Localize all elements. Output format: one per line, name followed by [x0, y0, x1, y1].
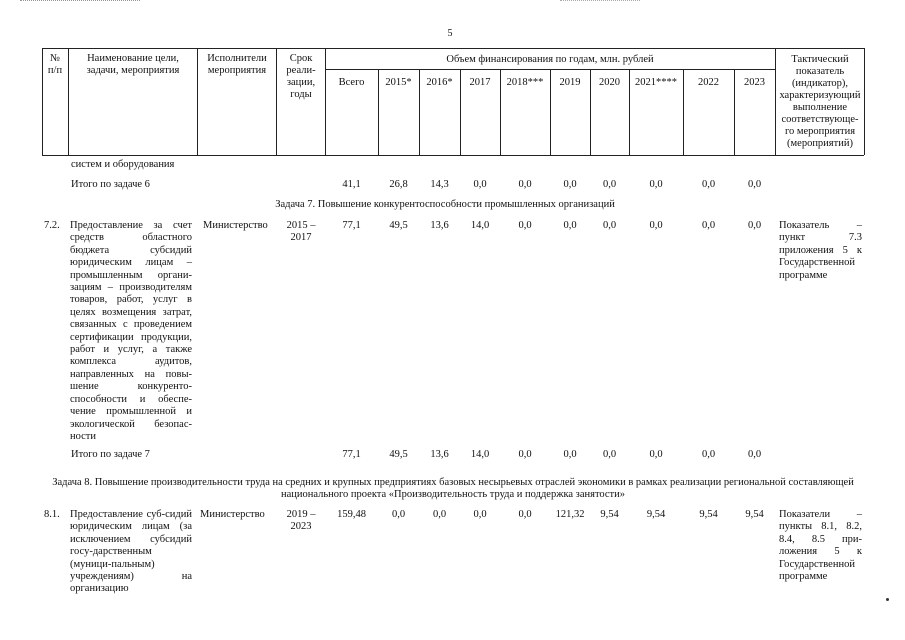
value-cell: 0,0: [432, 509, 447, 520]
task8-title-line1: Задача 8. Повышение производительности труда на средних и крупных предприятиях базовых несырьевых отраслей экономики в рамках реализации региональной составляющей: [52, 477, 854, 488]
value-cell: 0,0: [747, 220, 762, 231]
scan-edge-artifact: [0, 0, 905, 6]
value-cell: 9,54: [699, 509, 718, 520]
row-7-2-name: Предоставление за счет средств областного бюджета субсидий юридическим лицам – промышленным органи-зациям – производителям товаров, работ, услуг в целях возмещения затрат, связанных с проведением сертификации продукции, работ и услуг, а также комплекса аудитов, направленных на повы-шение конкуренто-способности и обеспе-чение промышленной и экологической безопас-ности: [70, 220, 192, 442]
value-cell: 0,0: [747, 179, 762, 190]
value-cell: 9,54: [745, 509, 764, 520]
value-cell: 14,3: [430, 179, 449, 190]
task7-title: Задача 7. Повышение конкурентоспособности промышленных организаций: [275, 199, 615, 210]
value-cell: 0,0: [563, 179, 577, 190]
value-cell: 0,0: [649, 449, 663, 460]
header-year: 2020: [599, 77, 620, 88]
value-cell: 14,0: [470, 449, 490, 460]
row-7-2-number: 7.2.: [44, 220, 60, 231]
value-cell: 0,0: [563, 449, 577, 460]
header-year: 2016*: [426, 77, 453, 88]
row-8-1-number: 8.1.: [44, 509, 60, 520]
value-cell: 0,0: [473, 179, 487, 190]
value-cell: 77,1: [342, 449, 361, 460]
header-number: № п/п: [47, 53, 63, 76]
value-cell: 41,1: [342, 179, 361, 190]
row-8-1-indicator: Показатели – пункты 8.1, 8.2, 8.4, 8.5 при-ложения 5 к Государственной программе: [779, 509, 862, 583]
header-year: 2019: [559, 77, 581, 88]
value-cell: 13,6: [430, 220, 449, 231]
value-cell: 0,0: [473, 509, 487, 520]
value-cell: 0,0: [518, 220, 532, 231]
value-cell: 13,6: [430, 449, 449, 460]
value-cell: 0,0: [747, 449, 762, 460]
value-cell: 0,0: [649, 220, 663, 231]
value-cell: 26,8: [389, 179, 408, 190]
value-cell: 77,1: [342, 220, 361, 231]
scan-speck: [886, 598, 889, 601]
carryover-text: систем и оборудования: [71, 159, 175, 170]
header-year: 2018***: [506, 77, 544, 88]
header-year: 2017: [469, 77, 491, 88]
value-cell: 9,54: [646, 509, 666, 520]
value-cell: 49,5: [389, 220, 408, 231]
col-divider: [68, 48, 69, 155]
row-7-2-term: 2015 – 2017: [286, 220, 316, 244]
value-cell: 0,0: [518, 449, 532, 460]
value-cell: 0,0: [701, 449, 716, 460]
total-task7-label: Итого по задаче 7: [71, 449, 150, 460]
row-7-2-indicator: Показатель – пункт 7.3 приложения 5 к Государственной программе: [779, 220, 862, 281]
value-cell: 0,0: [391, 509, 406, 520]
value-cell: 0,0: [518, 179, 532, 190]
table-header-bottom-border: [42, 155, 864, 156]
value-cell: 0,0: [602, 449, 617, 460]
header-total: Всего: [338, 77, 365, 88]
header-year: 2015*: [385, 77, 412, 88]
value-cell: 0,0: [649, 179, 663, 190]
header-term: Срок реали- зации, годы: [286, 53, 316, 100]
task8-title-line2: национального проекта «Производительность труда и поддержка занятости»: [280, 489, 626, 500]
header-year: 2023: [744, 77, 765, 88]
header-executor: Исполнители мероприятия: [207, 53, 267, 76]
header-indicator: Тактический показатель (индикатор), характеризующий выполнение соответствующе- го мероприятия (мероприятий): [779, 54, 861, 149]
value-cell: 0,0: [602, 179, 617, 190]
value-cell: 0,0: [563, 220, 577, 231]
value-cell: 0,0: [701, 179, 716, 190]
value-cell: 0,0: [701, 220, 716, 231]
header-funding-group: Объем финансирования по годам, млн. рублей: [446, 54, 654, 65]
total-task6-label: Итого по задаче 6: [71, 179, 150, 190]
header-year: 2022: [698, 77, 719, 88]
header-year: 2021****: [635, 77, 677, 88]
page-number: 5: [447, 28, 453, 39]
table-right-border: [864, 48, 865, 155]
row-8-1-term: 2019 – 2023: [286, 509, 316, 533]
row-7-2-executor: Министерство: [203, 220, 268, 231]
header-name: Наименование цели, задачи, мероприятия: [86, 53, 180, 76]
value-cell: 121,32: [555, 509, 585, 520]
value-cell: 0,0: [518, 509, 532, 520]
row-8-1-name: Предоставление суб-сидий юридическим лицам (за исключением субсидий госу-дарственным (муници-пальным) учреждениям) на организацию: [70, 509, 192, 595]
value-cell: 14,0: [470, 220, 490, 231]
value-cell: 49,5: [389, 449, 408, 460]
table-top-border: [42, 48, 864, 49]
row-8-1-executor: Министерство: [200, 509, 265, 520]
value-cell: 159,48: [337, 509, 366, 520]
value-cell: 9,54: [600, 509, 619, 520]
value-cell: 0,0: [602, 220, 617, 231]
